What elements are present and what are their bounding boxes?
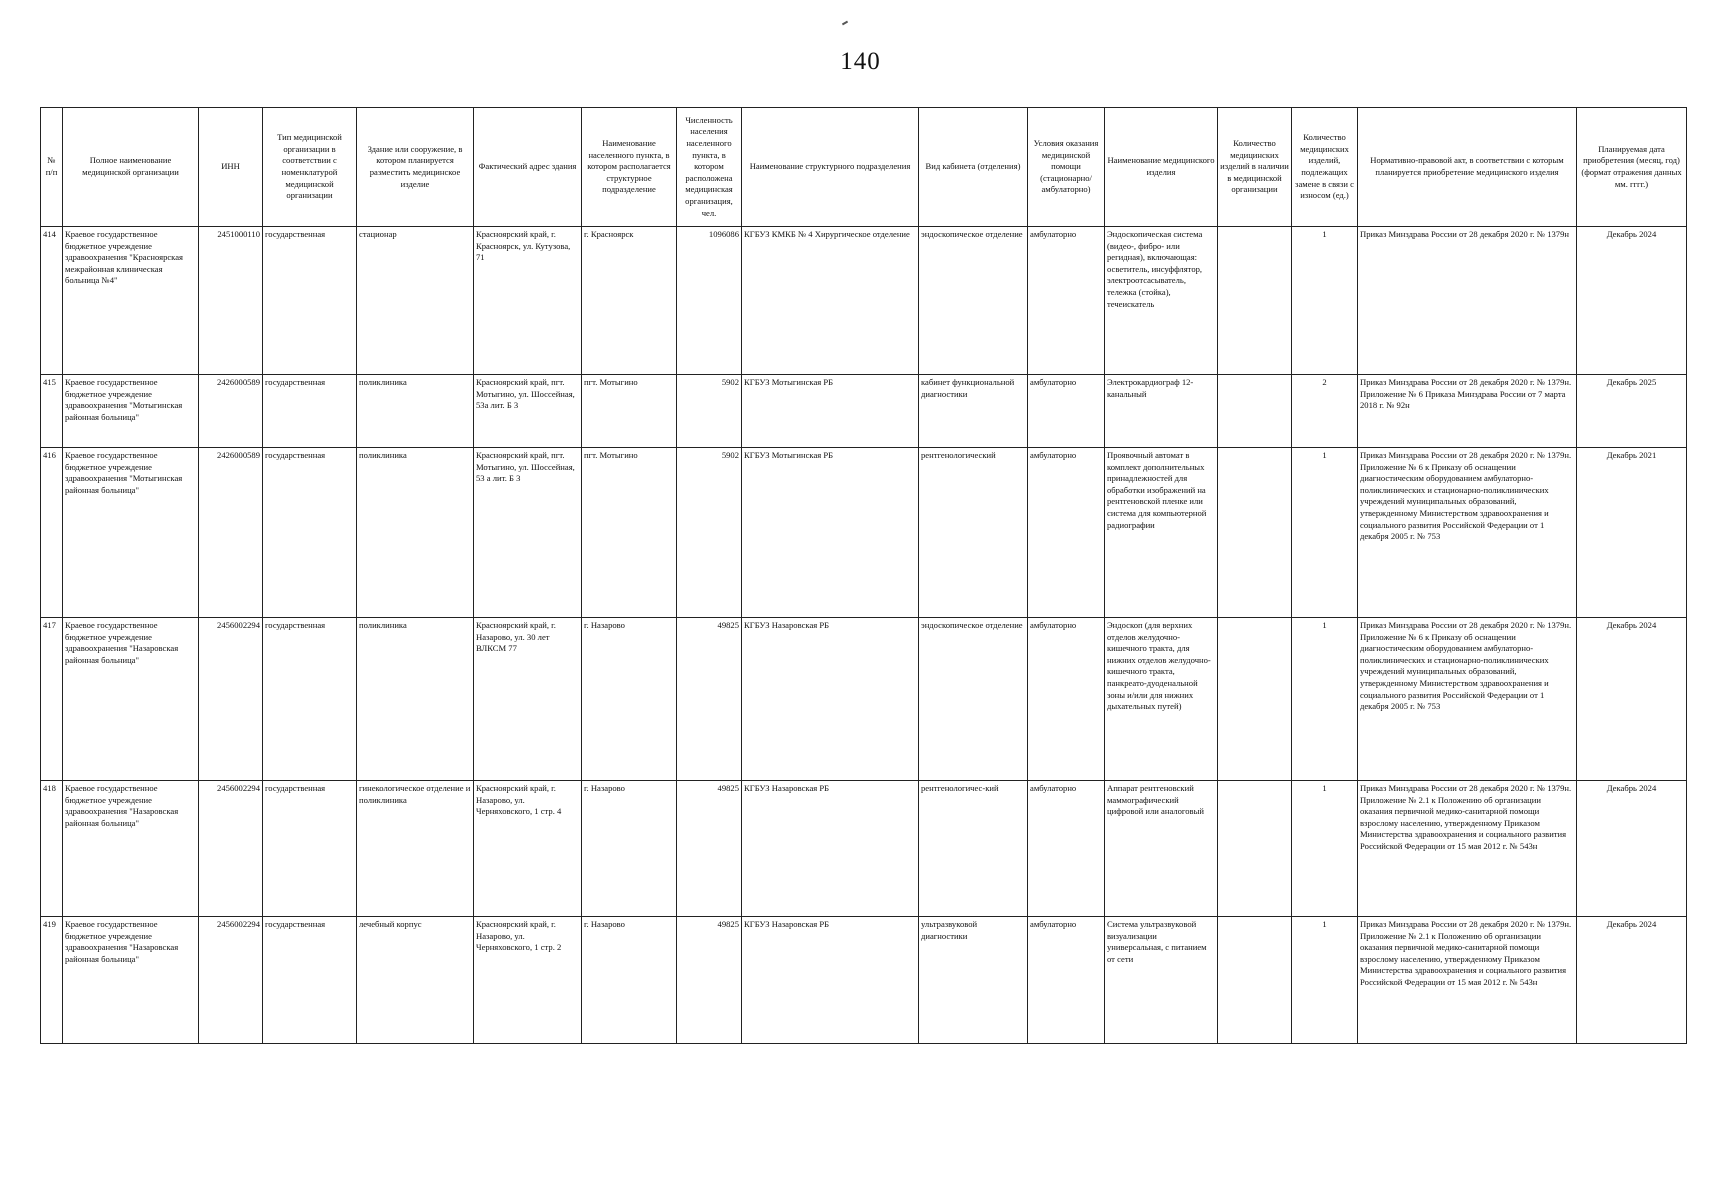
- table-row: [41, 781, 1687, 917]
- page-number: 140: [840, 48, 881, 75]
- cell-org-type: государственная: [263, 448, 357, 618]
- cell-num: 414: [41, 227, 63, 375]
- header-qty-replace: Количество медицинских изделий, подлежащих замене в связи с износом (ед.): [1292, 108, 1358, 227]
- cell-qty-replace: 1: [1292, 227, 1358, 375]
- cell-legal-act: Приказ Минздрава России от 28 декабря 2020 г. № 1379н. Приложение № 6 к Приказу об оснащении диагностическим оборудованием амбулаторно-поликлинических и стационарно-поликлинических учреждений муниципальных образований, утвержденному Министерством здравоохранения и социального развития Российской Федерации от 1 декабря 2005 г. № 753: [1358, 448, 1577, 618]
- cell-org-name: Краевое государственное бюджетное учреждение здравоохранения "Красноярская межрайонная клиническая больница №4": [63, 227, 199, 375]
- header-qty-available: Количество медицинских изделий в наличии в медицинской организации: [1218, 108, 1292, 227]
- table-header-row: [41, 108, 1687, 227]
- cell-device: Эндоскопическая система (видео-, фибро- или регидная), включающая: осветитель, инсуффлятор, электроотсасыватель, тележка (стойка), течеискатель: [1105, 227, 1218, 375]
- cell-population: 1096086: [677, 227, 742, 375]
- cell-inn: 2456002294: [199, 618, 263, 781]
- cell-device: Аппарат рентгеновский маммографический цифровой или аналоговый: [1105, 781, 1218, 917]
- cell-qty-replace: 1: [1292, 781, 1358, 917]
- cell-org-type: государственная: [263, 781, 357, 917]
- cell-population: 49825: [677, 781, 742, 917]
- cell-building: гинекологическое отделение и поликлиника: [357, 781, 474, 917]
- cell-conditions: амбулаторно: [1028, 448, 1105, 618]
- cell-qty-replace: 2: [1292, 375, 1358, 448]
- cell-device: Проявочный автомат в комплект дополнительных принадлежностей для обработки изображений на рентгеновской пленке или система для компьютерной радиографии: [1105, 448, 1218, 618]
- cell-date: Декабрь 2024: [1577, 618, 1687, 781]
- cell-num: 417: [41, 618, 63, 781]
- cell-org-name: Краевое государственное бюджетное учреждение здравоохранения "Назаровская районная больница": [63, 618, 199, 781]
- cell-qty-replace: 1: [1292, 917, 1358, 1044]
- header-locality: Наименование населенного пункта, в котором располагается структурное подразделение: [582, 108, 677, 227]
- table-row: [41, 375, 1687, 448]
- cell-org-type: государственная: [263, 618, 357, 781]
- cell-locality: пгт. Мотыгино: [582, 448, 677, 618]
- cell-address: Красноярский край, пгт. Мотыгино, ул. Шоссейная, 53 а лит. Б 3: [474, 448, 582, 618]
- cell-cabinet: рентгенологичес-кий: [919, 781, 1028, 917]
- cell-building: поликлиника: [357, 618, 474, 781]
- cell-locality: пгт. Мотыгино: [582, 375, 677, 448]
- cell-qty-available: [1218, 375, 1292, 448]
- cell-subdivision: КГБУЗ Мотыгинская РБ: [742, 448, 919, 618]
- header-device: Наименование медицинского изделия: [1105, 108, 1218, 227]
- table-row: [41, 227, 1687, 375]
- header-address: Фактический адрес здания: [474, 108, 582, 227]
- cell-address: Красноярский край, г. Назарово, ул. Черняховского, 1 стр. 2: [474, 917, 582, 1044]
- cell-building: лечебный корпус: [357, 917, 474, 1044]
- cell-legal-act: Приказ Минздрава России от 28 декабря 2020 г. № 1379н. Приложение № 6 к Приказу об оснащении диагностическим оборудованием амбулаторно-поликлинических и стационарно-поликлинических учреждений муниципальных образований, утвержденному Министерством здравоохранения и социального развития Российской Федерации от 1 декабря 2005 г. № 753: [1358, 618, 1577, 781]
- cell-conditions: амбулаторно: [1028, 917, 1105, 1044]
- header-num: № п/п: [41, 108, 63, 227]
- cell-subdivision: КГБУЗ Назаровская РБ: [742, 917, 919, 1044]
- cell-inn: 2426000589: [199, 448, 263, 618]
- cell-qty-replace: 1: [1292, 618, 1358, 781]
- cell-population: 5902: [677, 375, 742, 448]
- cell-conditions: амбулаторно: [1028, 375, 1105, 448]
- cell-locality: г. Назарово: [582, 781, 677, 917]
- table-row: [41, 448, 1687, 618]
- cell-inn: 2456002294: [199, 917, 263, 1044]
- cell-building: поликлиника: [357, 375, 474, 448]
- scan-mark: [842, 21, 848, 26]
- header-subdivision: Наименование структурного подразделения: [742, 108, 919, 227]
- cell-legal-act: Приказ Минздрава России от 28 декабря 2020 г. № 1379н: [1358, 227, 1577, 375]
- cell-org-type: государственная: [263, 227, 357, 375]
- cell-date: Декабрь 2025: [1577, 375, 1687, 448]
- cell-conditions: амбулаторно: [1028, 618, 1105, 781]
- cell-cabinet: ультразвуковой диагностики: [919, 917, 1028, 1044]
- cell-legal-act: Приказ Минздрава России от 28 декабря 2020 г. № 1379н. Приложение № 2.1 к Положению об организации оказания первичной медико-санитарной помощи взрослому населению, утвержденному Приказом Министерства здравоохранения и социального развития Российской Федерации от 15 мая 2012 г. № 543н: [1358, 781, 1577, 917]
- cell-date: Декабрь 2024: [1577, 917, 1687, 1044]
- header-cabinet: Вид кабинета (отделения): [919, 108, 1028, 227]
- cell-qty-available: [1218, 227, 1292, 375]
- cell-population: 5902: [677, 448, 742, 618]
- cell-qty-replace: 1: [1292, 448, 1358, 618]
- cell-date: Декабрь 2024: [1577, 781, 1687, 917]
- cell-num: 416: [41, 448, 63, 618]
- cell-conditions: амбулаторно: [1028, 781, 1105, 917]
- table-row: [41, 618, 1687, 781]
- cell-address: Красноярский край, г. Назарово, ул. Черняховского, 1 стр. 4: [474, 781, 582, 917]
- cell-population: 49825: [677, 917, 742, 1044]
- cell-address: Красноярский край, г. Красноярск, ул. Кутузова, 71: [474, 227, 582, 375]
- cell-device: Эндоскоп (для верхних отделов желудочно-кишечного тракта, для нижних отделов желудочно-кишечного тракта, панкреато-дуоденальной зоны и/или для нижних дыхательных путей): [1105, 618, 1218, 781]
- cell-locality: г. Назарово: [582, 618, 677, 781]
- cell-date: Декабрь 2024: [1577, 227, 1687, 375]
- cell-inn: 2451000110: [199, 227, 263, 375]
- cell-org-type: государственная: [263, 375, 357, 448]
- table-row: [41, 917, 1687, 1044]
- cell-locality: г. Назарово: [582, 917, 677, 1044]
- cell-cabinet: эндоскопическое отделение: [919, 227, 1028, 375]
- cell-date: Декабрь 2021: [1577, 448, 1687, 618]
- cell-subdivision: КГБУЗ Мотыгинская РБ: [742, 375, 919, 448]
- cell-inn: 2456002294: [199, 781, 263, 917]
- cell-address: Красноярский край, пгт. Мотыгино, ул. Шоссейная, 53а лит. Б 3: [474, 375, 582, 448]
- header-legal-act: Нормативно-правовой акт, в соответствии с которым планируется приобретение медицинского изделия: [1358, 108, 1577, 227]
- cell-subdivision: КГБУЗ КМКБ № 4 Хирургическое отделение: [742, 227, 919, 375]
- cell-num: 419: [41, 917, 63, 1044]
- cell-cabinet: кабинет функциональной диагностики: [919, 375, 1028, 448]
- cell-legal-act: Приказ Минздрава России от 28 декабря 2020 г. № 1379н. Приложение № 2.1 к Положению об организации оказания первичной медико-санитарной помощи взрослому населению, утвержденному Приказом Министерства здравоохранения и социального развития Российской Федерации от 15 мая 2012 г. № 543н: [1358, 917, 1577, 1044]
- header-population: Численность населения населенного пункта, в котором расположена медицинская организация, чел.: [677, 108, 742, 227]
- cell-device: Электрокардиограф 12-канальный: [1105, 375, 1218, 448]
- equipment-table: [40, 107, 1687, 1044]
- cell-org-name: Краевое государственное бюджетное учреждение здравоохранения "Назаровская районная больница": [63, 781, 199, 917]
- header-building: Здание или сооружение, в котором планируется разместить медицинское изделие: [357, 108, 474, 227]
- header-org-name: Полное наименование медицинской организации: [63, 108, 199, 227]
- cell-subdivision: КГБУЗ Назаровская РБ: [742, 781, 919, 917]
- cell-inn: 2426000589: [199, 375, 263, 448]
- header-inn: ИНН: [199, 108, 263, 227]
- cell-num: 415: [41, 375, 63, 448]
- cell-address: Красноярский край, г. Назарово, ул. 30 лет ВЛКСМ 77: [474, 618, 582, 781]
- cell-building: поликлиника: [357, 448, 474, 618]
- cell-org-name: Краевое государственное бюджетное учреждение здравоохранения "Мотыгинская районная больница": [63, 375, 199, 448]
- header-conditions: Условия оказания медицинской помощи (стационарно/ амбулаторно): [1028, 108, 1105, 227]
- cell-locality: г. Красноярск: [582, 227, 677, 375]
- header-date: Планируемая дата приобретения (месяц, год) (формат отражения данных мм. гггг.): [1577, 108, 1687, 227]
- cell-num: 418: [41, 781, 63, 917]
- cell-legal-act: Приказ Минздрава России от 28 декабря 2020 г. № 1379н. Приложение № 6 Приказа Минздрава России от 7 марта 2018 г. № 92н: [1358, 375, 1577, 448]
- cell-cabinet: рентгенологический: [919, 448, 1028, 618]
- header-org-type: Тип медицинской организации в соответствии с номенклатурой медицинской организации: [263, 108, 357, 227]
- cell-qty-available: [1218, 781, 1292, 917]
- cell-org-name: Краевое государственное бюджетное учреждение здравоохранения "Мотыгинская районная больница": [63, 448, 199, 618]
- cell-org-type: государственная: [263, 917, 357, 1044]
- cell-population: 49825: [677, 618, 742, 781]
- cell-qty-available: [1218, 618, 1292, 781]
- cell-cabinet: эндоскопическое отделение: [919, 618, 1028, 781]
- cell-conditions: амбулаторно: [1028, 227, 1105, 375]
- cell-qty-available: [1218, 917, 1292, 1044]
- cell-subdivision: КГБУЗ Назаровская РБ: [742, 618, 919, 781]
- cell-org-name: Краевое государственное бюджетное учреждение здравоохранения "Назаровская районная больница": [63, 917, 199, 1044]
- cell-device: Система ультразвуковой визуализации универсальная, с питанием от сети: [1105, 917, 1218, 1044]
- cell-building: стационар: [357, 227, 474, 375]
- cell-qty-available: [1218, 448, 1292, 618]
